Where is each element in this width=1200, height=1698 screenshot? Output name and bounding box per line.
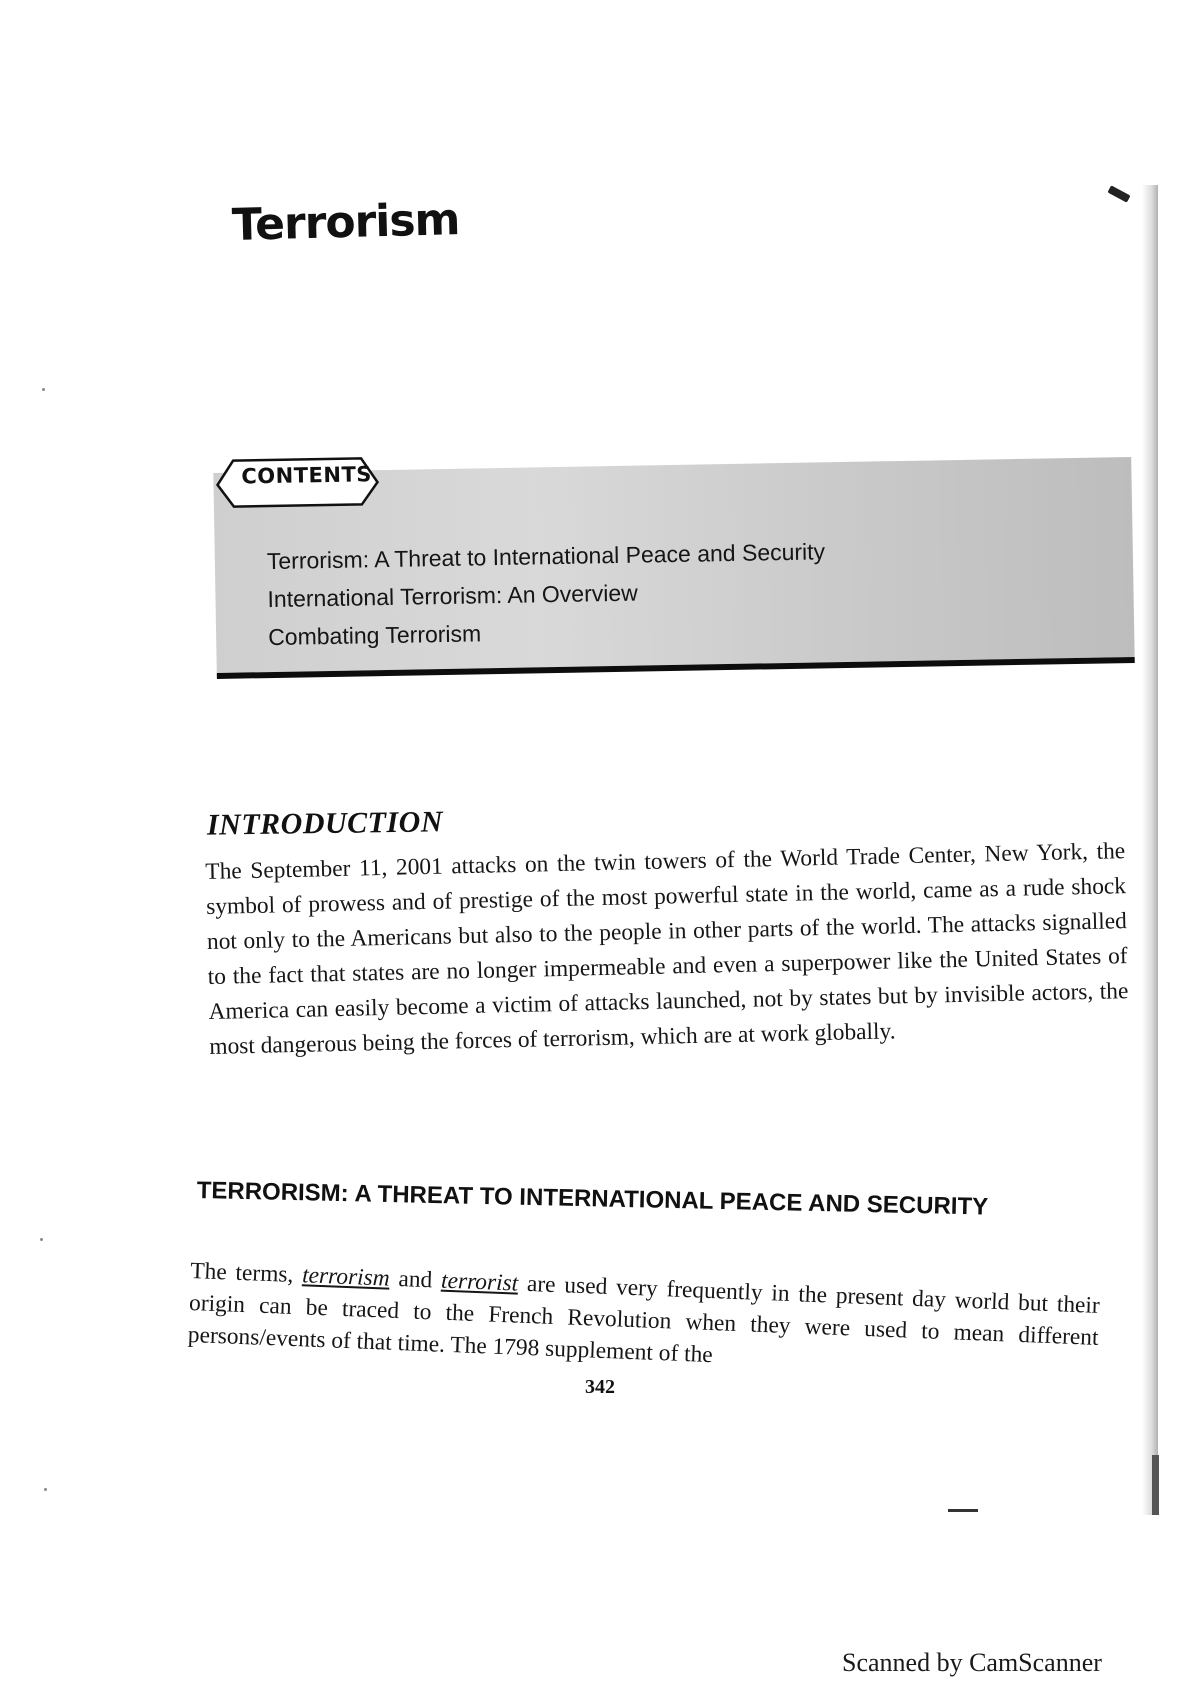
contents-tab — [211, 452, 380, 511]
term-terrorist: terrorist — [440, 1267, 519, 1297]
stray-ink-mark — [948, 1509, 978, 1512]
scan-speck — [40, 1238, 43, 1241]
introduction-heading: INTRODUCTION — [206, 805, 444, 842]
scan-speck — [44, 1488, 47, 1491]
paragraph-text: The terms, — [189, 1257, 303, 1289]
page-number: 342 — [585, 1376, 615, 1398]
scan-edge-mark-bottom — [1152, 1455, 1159, 1515]
paragraph-text: and — [389, 1265, 442, 1294]
section-heading: TERRORISM: A THREAT TO INTERNATIONAL PEACE AND SECURITY — [196, 1177, 989, 1221]
contents-box — [213, 439, 1135, 680]
contents-label: CONTENTS — [241, 462, 373, 489]
contents-list — [267, 532, 827, 656]
scan-edge-mark — [1107, 185, 1130, 202]
chapter-title: Terrorism — [231, 194, 461, 251]
contents-item: Terrorism: A Threat to International Peace and Security — [266, 538, 826, 575]
term-terrorism: terrorism — [301, 1262, 391, 1292]
contents-item: International Terrorism: An Overview — [267, 579, 638, 613]
scan-edge-shadow — [1142, 185, 1158, 1515]
scanner-watermark: Scanned by CamScanner — [842, 1648, 1102, 1677]
section-paragraph — [187, 1255, 1100, 1386]
contents-item: Combating Terrorism — [267, 620, 482, 651]
paragraph-text: are used very frequently in the present day world but their origin can be traced to the French Revolution when they were used to mean different persons/events of that time. The 1798 supplement of the — [187, 1270, 1101, 1369]
scan-speck — [42, 388, 45, 391]
introduction-paragraph: The September 11, 2001 attacks on the twin towers of the World Trade Center, New York, the symbol of prowess and of prestige of the most powerful state in the world, came as a rude shock not only to the Americans but also to the people in other parts of the world. The attacks signalled to the fact that states are no longer impermeable and even a superpower like the United States of America can easily become a victim of attacks launched, not by states but by invisible actors, the most dangerous being the forces of terrorism, which are at work globally. — [205, 838, 1129, 1060]
